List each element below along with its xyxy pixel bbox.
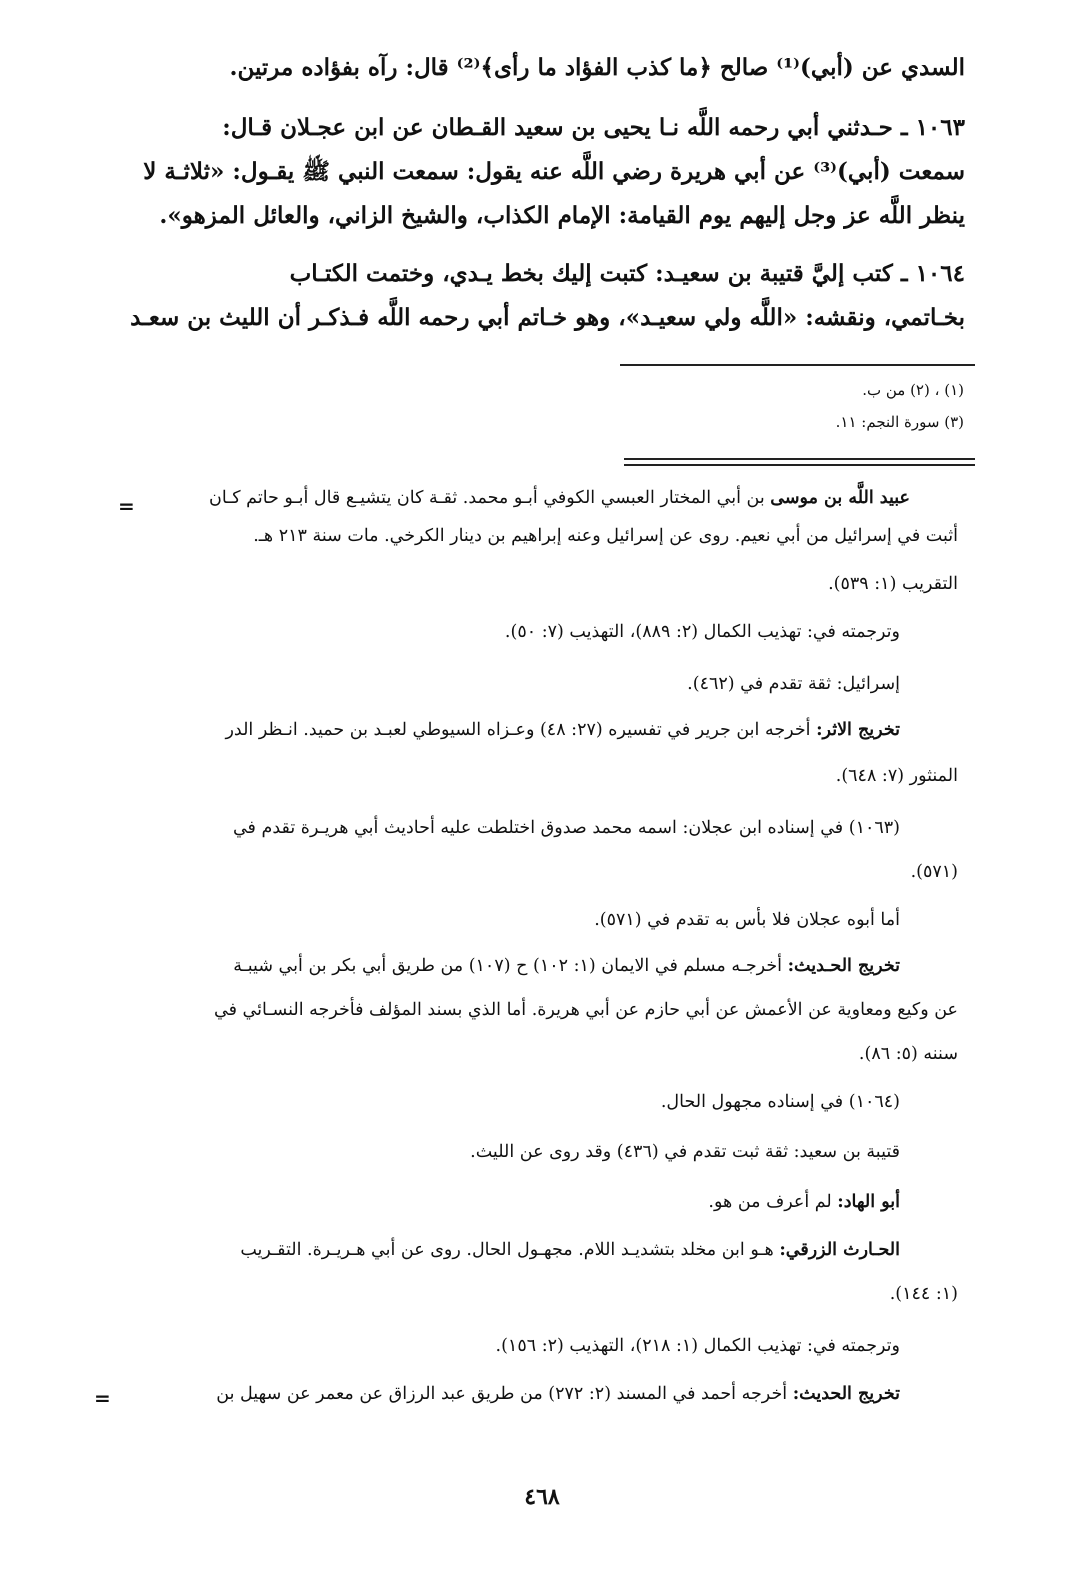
continuation-marker-end: = <box>94 1386 111 1410</box>
takhrij-hadith-label-2: تخريج الحديث: <box>792 1384 900 1404</box>
comment-11-line-2: (١: ١٤٤). <box>889 1284 958 1304</box>
comment-4-text: أخرجه ابن جرير في تفسيره (٢٧: ٤٨) وعـزاه السيوطي لعبـد بن حميد. انـظر الدر <box>225 720 817 740</box>
footnote-2: (٣) سورة النجم: ١١. <box>835 413 964 431</box>
double-rule-bottom <box>624 464 975 466</box>
footnote-separator <box>620 364 975 366</box>
takhrij-athar-label: تخريج الاثر: <box>816 720 900 740</box>
comment-1-line-1 <box>120 482 910 515</box>
comment-7-text: أخرجـه مسلم في الايمان (١: ١٠٢) ح (١٠٧) من طريق أبي بكر بن أبي شيبـة <box>233 956 788 976</box>
narrator-name: عبيد اللَّه بن موسى <box>770 488 910 508</box>
comment-7-line-2: عن وكيع ومعاوية عن الأعمش عن أبي حازم عن أبي هريرة. أما الذي بسند المؤلف فأخرجه النسـائي في <box>214 1000 958 1020</box>
hadith-1064-line-2: بخـاتمي، ونقشه: «اللَّه ولي سعيـد»، وهو خـاتم أبي رحمه اللَّه فـذكـر أن الليث بن سعـد <box>130 304 965 331</box>
comment-13-text: أخرجه أحمد في المسند (٢: ٢٧٢) من طريق عبد الرزاق عن معمر عن سهيل بن <box>216 1384 793 1404</box>
comment-11-text: هـو ابن مخلد بتشديـد اللام. مجهـول الحال. روى عن أبي هـريـرة. التقـريب <box>240 1240 780 1260</box>
hadith-1063-line-3: ينظر اللَّه عز وجل إليهم يوم القيامة: الإمام الكذاب، والشيخ الزاني، والعائل المزهو». <box>159 202 965 229</box>
comment-5-line-2: (٥٧١). <box>910 862 958 882</box>
comment-5-line-1: (١٠٦٣) في إسناده ابن عجلان: اسمه محمد صدوق اختلطت عليه أحاديث أبي هريـرة تقدم في <box>232 818 900 838</box>
harith-label: الحـارث الزرقي: <box>779 1240 900 1260</box>
comment-7-line-1 <box>108 950 900 983</box>
footnote-1: (١) ، (٢) من ب. <box>862 381 964 399</box>
hadith-1063-line-2: سمعت (أبي)⁽³⁾ عن أبي هريرة رضي اللَّه عنه يقول: سمعت النبي ﷺ يقـول: «ثلاثـة لا <box>143 158 965 185</box>
continuation-marker: = <box>118 494 135 518</box>
comment-10 <box>120 1186 900 1219</box>
page-number: ٤٦٨ <box>524 1484 560 1510</box>
comment-12: وترجمته في: تهذيب الكمال (١: ٢١٨)، التهذيب (٢: ١٥٦). <box>495 1336 900 1356</box>
hadith-1064-line-1: ١٠٦٤ ـ كتب إليَّ قتيبة بن سعيـد: كتبت إليك بخط يـدي، وختمت الكتـاب <box>289 260 965 287</box>
comment-10-text: لم أعرف من هو. <box>708 1192 838 1212</box>
hadith-1063-line-1: ١٠٦٣ ـ حـدثني أبي رحمه اللَّه نـا يحيى بن سعيد القـطان عن ابن عجـلان قـال: <box>222 114 965 141</box>
comment-2: وترجمته في: تهذيب الكمال (٢: ٨٨٩)، التهذيب (٧: ٥٠). <box>504 622 900 642</box>
comment-1-text: بن أبي المختار العبسي الكوفي أبـو محمد. ثقـة كان يتشيـع قال أبـو حاتم كـان <box>208 488 771 508</box>
comment-3: إسرائيل: ثقة تقدم في (٤٦٢). <box>687 674 900 694</box>
abu-al-had-label: أبو الهاد: <box>837 1192 900 1212</box>
comment-6: أما أبوه عجلان فلا بأس به تقدم في (٥٧١). <box>594 910 900 930</box>
comment-13 <box>108 1378 900 1411</box>
comment-7-line-3: سننه (٥: ٨٦). <box>858 1044 958 1064</box>
takhrij-hadith-label: تخريج الحـديث: <box>787 956 900 976</box>
comment-8: (١٠٦٤) في إسناده مجهول الحال. <box>660 1092 900 1112</box>
comment-11-line-1 <box>108 1234 900 1267</box>
comment-9: قتيبة بن سعيد: ثقة ثبت تقدم في (٤٣٦) وقد روى عن الليث. <box>470 1142 900 1162</box>
comment-4-line-2: المنثور (٧: ٦٤٨). <box>835 766 958 786</box>
main-line-1: السدي عن (أبي)⁽¹⁾ صالح ﴿ما كذب الفؤاد ما رأى﴾⁽²⁾ قال: رآه بفؤاده مرتين. <box>229 54 965 81</box>
comment-1-line-2: أثبت في إسرائيل من أبي نعيم. روى عن إسرائيل وعنه إبراهيم بن دينار الكرخي. مات سنة ٢١٣ هـ. <box>253 526 958 546</box>
comment-1-line-3: التقريب (١: ٥٣٩). <box>828 574 958 594</box>
comment-4-line-1 <box>108 714 900 747</box>
double-rule-top <box>624 458 975 460</box>
